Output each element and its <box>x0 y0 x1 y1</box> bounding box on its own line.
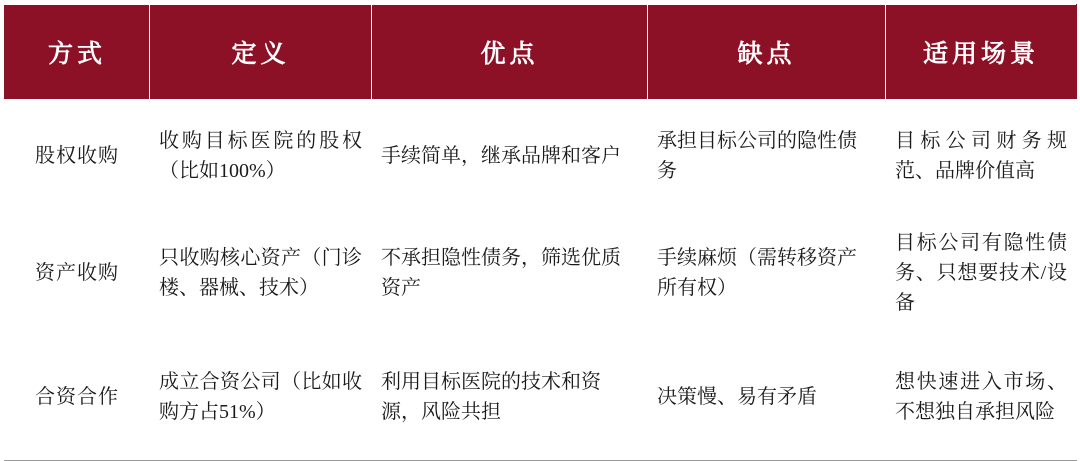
cell-cons: 决策慢、易有矛盾 <box>648 334 886 461</box>
cell-scenario: 想快速进入市场、不想独自承担风险 <box>886 334 1077 461</box>
column-header-definition: 定义 <box>150 5 372 100</box>
cell-method: 合资合作 <box>5 334 150 461</box>
cell-definition: 成立合资公司（比如收购方占51%） <box>150 334 372 461</box>
cell-definition: 收购目标医院的股权（比如100%） <box>150 100 372 213</box>
cell-pros: 不承担隐性债务，筛选优质资产 <box>372 213 648 334</box>
comparison-table <box>4 4 1077 461</box>
cell-definition: 只收购核心资产（门诊楼、器械、技术） <box>150 213 372 334</box>
table-header-row <box>5 5 1077 100</box>
table-row <box>5 334 1077 461</box>
cell-scenario: 目标公司财务规范、品牌价值高 <box>886 100 1077 213</box>
column-header-cons: 缺点 <box>648 5 886 100</box>
column-header-scenario: 适用场景 <box>886 5 1077 100</box>
cell-method: 股权收购 <box>5 100 150 213</box>
table-body <box>5 100 1077 461</box>
cell-pros: 利用目标医院的技术和资源，风险共担 <box>372 334 648 461</box>
table-row <box>5 100 1077 213</box>
table-row <box>5 213 1077 334</box>
column-header-method: 方式 <box>5 5 150 100</box>
cell-scenario: 目标公司有隐性债务、只想要技术/设备 <box>886 213 1077 334</box>
cell-pros: 手续简单，继承品牌和客户 <box>372 100 648 213</box>
column-header-pros: 优点 <box>372 5 648 100</box>
cell-cons: 手续麻烦（需转移资产所有权） <box>648 213 886 334</box>
table-header <box>5 5 1077 100</box>
cell-method: 资产收购 <box>5 213 150 334</box>
cell-cons: 承担目标公司的隐性债务 <box>648 100 886 213</box>
